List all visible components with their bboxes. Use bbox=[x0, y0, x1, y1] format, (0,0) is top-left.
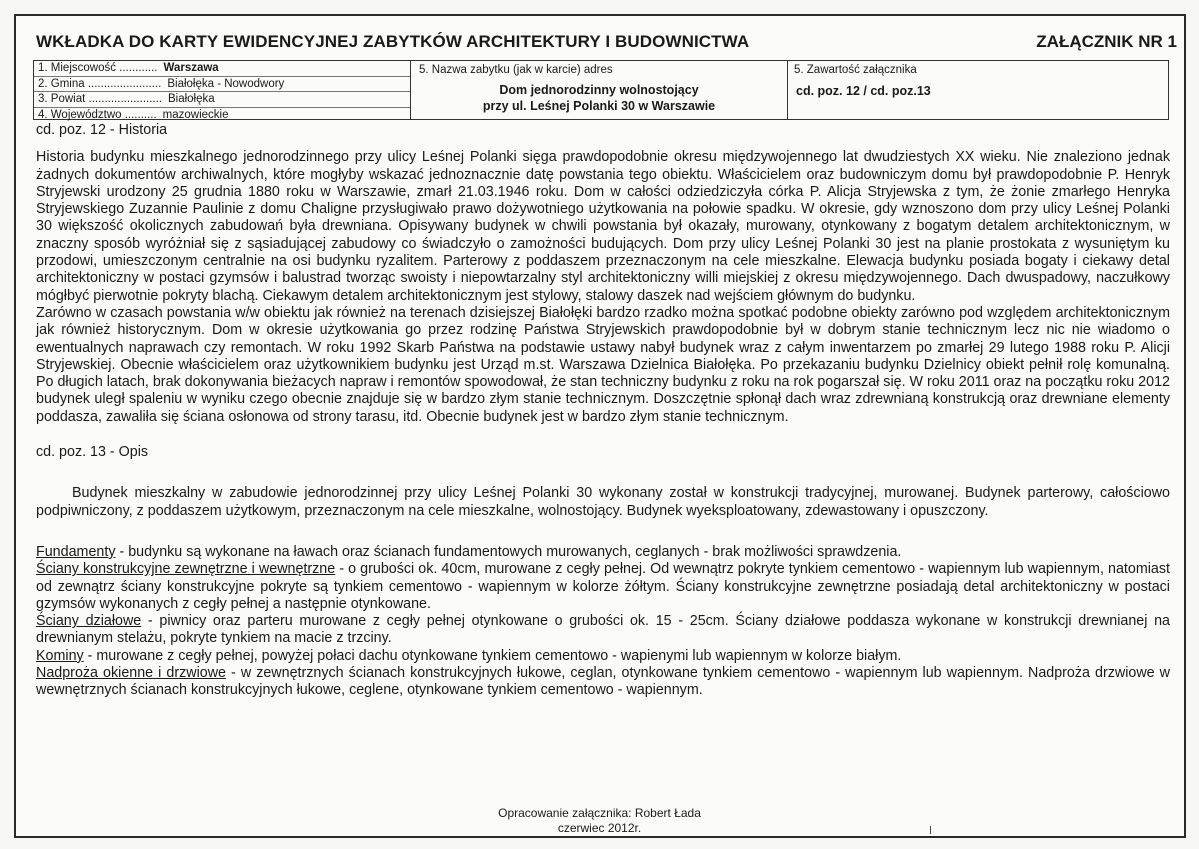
field-label: 1. Miejscowość ............ bbox=[38, 62, 158, 74]
location-row bbox=[34, 61, 410, 77]
element-term: Kominy bbox=[36, 647, 84, 664]
field-value: Białołęka - Nowodwory bbox=[167, 77, 285, 90]
element-item bbox=[36, 648, 1170, 665]
location-row bbox=[34, 92, 410, 108]
element-item bbox=[36, 544, 1170, 561]
monument-cell bbox=[411, 61, 788, 119]
history-heading: cd. poz. 12 - Historia bbox=[36, 122, 168, 138]
footer-author: Opracowanie załącznika: Robert Łada bbox=[498, 806, 701, 820]
field-label: 4. Województwo .......... bbox=[38, 108, 157, 121]
element-term: Ściany konstrukcyjne zewnętrzne i wewnętrzne bbox=[36, 561, 336, 578]
monument-name-line1: Dom jednorodzinny wolnostojący bbox=[499, 83, 699, 97]
footer bbox=[0, 806, 1199, 836]
element-term: Nadproża okienne i drzwiowe bbox=[36, 665, 226, 682]
element-text: - w zewnętrznych ścianach konstrukcyjnych łukowe, ceglan, otynkowane tynkiem cementowo - wapiennym lub wapiennym. Nadproża drzwiowe w wewnętrznych ścianach konstrukcyjnych łukowe, ceglene, otynkowane tynkiem cementowo - wapiennym. bbox=[36, 665, 1170, 699]
document-body bbox=[36, 122, 1170, 700]
document-title: WKŁADKA DO KARTY EWIDENCYJNEJ ZABYTKÓW ARCHITEKTURY I BUDOWNICTWA bbox=[36, 32, 750, 51]
element-text: - budynku są wykonane na ławach oraz ścianach fundamentowych murowanych, ceglanych - brak możliwości sprawdzenia. bbox=[115, 543, 902, 560]
scan-mark bbox=[930, 826, 931, 834]
contents-cell bbox=[788, 61, 1168, 119]
element-item bbox=[36, 613, 1170, 648]
field-value: Warszawa bbox=[163, 62, 219, 74]
element-item bbox=[36, 665, 1170, 700]
contents-value: cd. poz. 12 / cd. poz.13 bbox=[796, 84, 931, 98]
element-item bbox=[36, 561, 1170, 613]
element-term: Fundamenty bbox=[36, 543, 116, 560]
description-heading: cd. poz. 13 - Opis bbox=[36, 444, 149, 461]
monument-label: 5. Nazwa zabytku (jak w karcie) adres bbox=[419, 64, 613, 76]
element-text: - piwnicy oraz parteru murowane z cegły pełnej otynkowane o grubości ok. 15 - 25cm. Ściany działowe poddasza wykonane w konstrukcji drewnianej na drewnianym stelażu, pokryte tynkiem na macie z trzciny. bbox=[36, 613, 1170, 647]
location-row bbox=[34, 77, 410, 93]
history-paragraph-1: Historia budynku mieszkalnego jednorodzinnego przy ulicy Leśnej Polanki sięga prawdopodobnie okresu międzywojennego lat dwudziestych XX wieku. Nie znaleziono jednak żadnych dokumentów archiwalnych, które mogłyby wskazać jednoznacznie datę powstania tego obiektu. Właścicielem oraz budowniczym domu był prawdopodobnie P. Henryk Stryjewski urodzony 25 grudnia 1880 roku w Warszawie, zmarł 21.03.1946 roku. Dom w całości odziedziczyła córka P. Alicja Stryjewska z tym, że żonie zmarłego Henryka Stryjewskiego Zuzannie Paulinie z domu Chaligne przysługiwało prawo dożywotniego użytkowania na połowie spadku. W okresie, gdy wznoszono dom przy ulicy Leśnej Polanki 30 większość okolicznych zabudowań była drewniana. Opisywany budynek w chwili powstania był okazały, murowany, otynkowany z bogatym detalem architektonicznym, w znaczny sposób wyróżniał się z sąsiadującej zabudowy co świadczyło o zamożności budujących. Dom przy ulicy Leśnej Polanki 30 jest na planie prostokata z wysuniętym ku przodowi, umieszczonym centralnie na osi budynku ryzalitem. Parterowy z poddaszem przeznaczonym na cele mieszkalne. Elewacja budynku posiada bogaty i ciekawy detal architektoniczny w postaci gzymsów i balustrad tworząc swoisty i niepowtarzalny styl architektoniczny willi miejskiej z okresu międzywojennego. Dach dwuspadowy, naczułkowy mógłbyć pierwotnie pokryty blachą. Ciekawym detalem architektonicznym jest stylowy, stalowy daszek nad wejściem głównym do budynku. bbox=[36, 149, 1170, 304]
description-paragraph: Budynek mieszkalny w zabudowie jednorodzinnej przy ulicy Leśnej Polanki 30 wykonany został w konstrukcji tradycyjnej, murowanej. Budynek parterowy, całościowo podpiwniczony, z poddaszem użytkowym, przeznaczonym na cele mieszkalne, wolnostojący. Budynek wyeksploatowany, zdewastowany i opuszczony. bbox=[36, 485, 1170, 519]
element-term: Ściany działowe bbox=[36, 613, 142, 630]
monument-name-line2: przy ul. Leśnej Polanki 30 w Warszawie bbox=[482, 99, 716, 113]
footer-date: czerwiec 2012r. bbox=[557, 821, 642, 835]
location-row bbox=[34, 108, 410, 123]
history-paragraph-2: Zarówno w czasach powstania w/w obiektu jak również na terenach dzisiejszej Białołęki bardzo rzadko można spotkać podobne obiekty zarówno pod względem architektonicznym jak również historycznym. Dom w okresie użytkowania go przez rodzinę Państwa Stryjewskich prawdopodobnie był w dobrym stanie technicznym lecz nic nie wiadomo o ewentualnych naprawach czy remontach. W roku 1992 Skarb Państwa na podstawie ustawy nabył budynek wraz z całym inwentarzem po zmarłej 29 lutego 1988 roku P. Alicji Stryjewskiej. Obecnie właścicielem oraz użytkownikiem budynku jest Urząd m.st. Warszawa Dzielnica Białołęka. Po przekazaniu budynku Dzielnicy obiekt pełnił rolę komunalną. Po długich latach, brak dokonywania bieżacych napraw i remontów spowodował, że stan techniczny budynku z roku na rok pogarszał się. W roku 2011 oraz na początku roku 2012 budynek uległ spaleniu w wyniku czego obecnie znajduje się w bardzo złym stanie technicznym. Doszczętnie spłonął dach wraz zdrewnianą konstrukcją oraz drewniane elementy poddasza, zawaliła się ściana osłonowa od strony tarasu, itd. Obecnie budynek jest w bardzo złym stanie technicznym. bbox=[36, 304, 1170, 425]
element-text: - o grubości ok. 40cm, murowane z cegły pełnej. Od wewnątrz pokryte tynkiem cementowo - wapiennym lub wapiennym, natomiast od zewnątrz ściany konstrukcyjne pokryte są tynkiem cementowo - wapiennym w kolorze żółtym. Ściany konstrukcyjne zewnętrzne posiadają detal architektoniczny w postaci gzymsów wykonanych z cegły pełnej a następnie otynkowane. bbox=[36, 561, 1170, 612]
field-label: 3. Powiat ....................... bbox=[38, 93, 162, 105]
field-label: 2. Gmina ....................... bbox=[38, 77, 162, 90]
location-cell bbox=[34, 61, 411, 119]
header-table bbox=[33, 60, 1169, 120]
field-value: mazowieckie bbox=[162, 108, 229, 121]
contents-label: 5. Zawartość załącznika bbox=[794, 64, 917, 76]
monument-name bbox=[411, 82, 787, 114]
element-text: - murowane z cegły pełnej, powyżej połaci dachu otynkowane tynkiem cementowo - wapienymi lub wapiennym w kolorze białym. bbox=[83, 647, 902, 664]
attachment-number: ZAŁĄCZNIK NR 1 bbox=[1036, 32, 1177, 51]
field-value: Białołęka bbox=[167, 93, 215, 105]
